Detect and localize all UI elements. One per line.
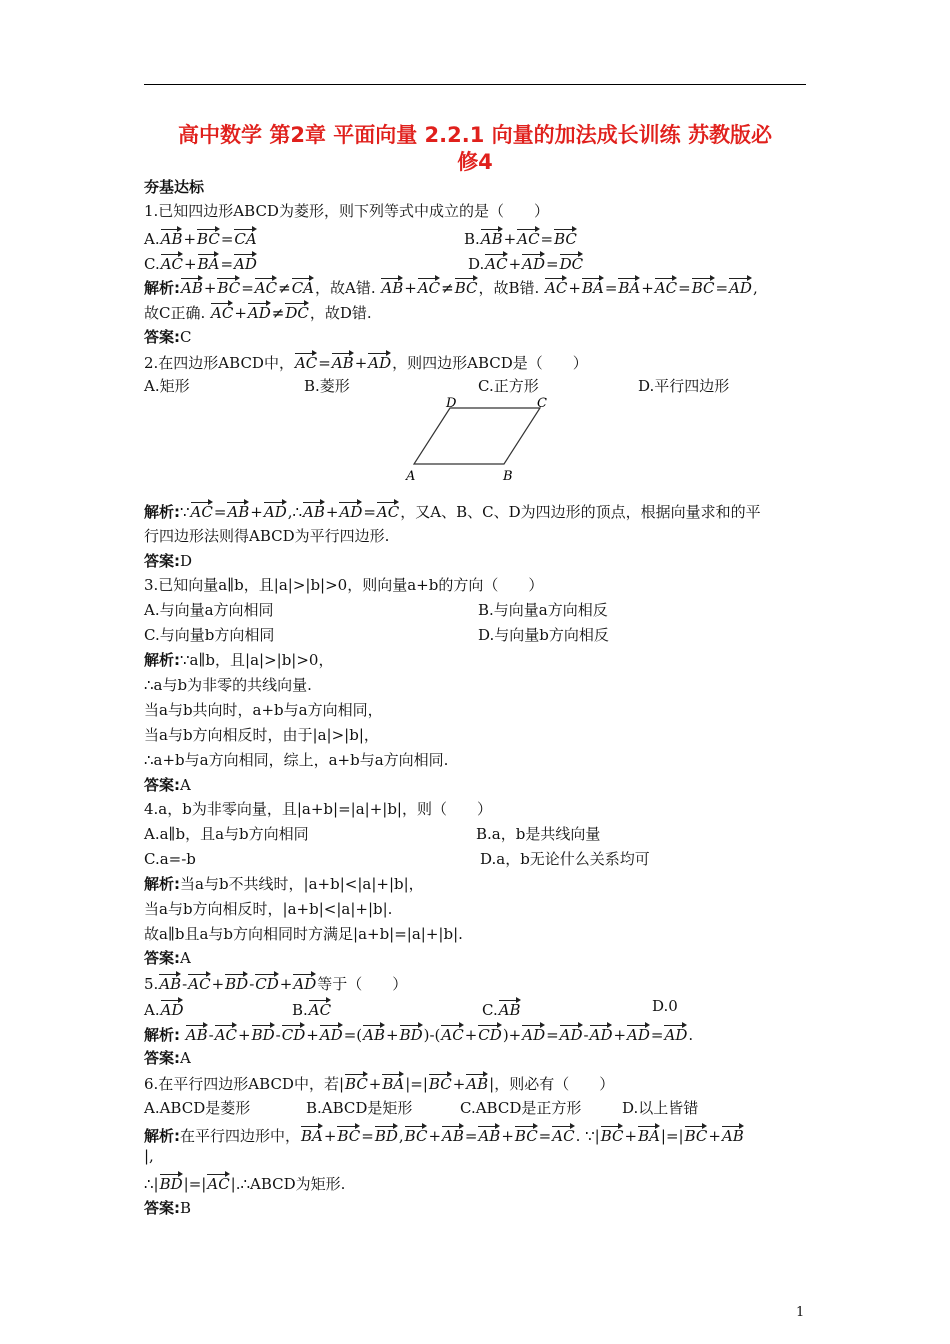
q3-solution-line4: 当a与b方向相反时，由于|a|>|b|， [144,726,379,744]
q1-option-b: B.AB+AC=BC [464,225,578,249]
doc-title-cont: 修4 [457,150,493,174]
q4-solution-line3: 故a∥b且a与b方向相同时方满足|a+b|=|a|+|b|. [144,925,463,943]
q4-solution-line2: 当a与b方向相反时，|a+b|<|a|+|b|. [144,900,393,918]
q3-option-d: D.与向量b方向相反 [478,626,609,644]
q5-answer: 答案:A [144,1049,191,1067]
q3-solution-line5: ∴a+b与a方向相同，综上，a+b与a方向相同. [144,751,449,769]
q2-option-c: C.正方形 [478,377,539,395]
q5-option-a: A.AD [144,996,184,1020]
figure-label-c: C [537,396,547,411]
q2-stem: 2.在四边形ABCD中，AC=AB+AD，则四边形ABCD是（ ） [144,349,588,373]
q3-solution-line2: ∴a与b为非零的共线向量. [144,676,312,694]
figure-label-a: A [406,469,416,484]
q5-stem: 5.AB-AC+BD-CD+AD等于（ ） [144,970,407,994]
q6-solution-line1: 解析:在平行四边形中，BA+BC=BD,BC+AB=AB+BC=AC. ∵|BC+BA|=|BC+AB [144,1122,745,1146]
q4-answer: 答案:A [144,949,191,967]
q1-option-a: A.AB+BC=CA [144,225,258,249]
q6-solution-line2: ∴|BD|=|AC|.∴ABCD为矩形. [144,1170,345,1194]
q6-answer: 答案:B [144,1199,192,1217]
q4-option-c: C.a=-b [144,850,196,868]
q5-solution: 解析: AB-AC+BD-CD+AD=(AB+BD)-(AC+CD)+AD=AD-AD+AD=AD. [144,1021,693,1045]
q2-answer: 答案:D [144,552,193,570]
q4-stem: 4.a，b为非零向量，且|a+b|=|a|+|b|，则（ ） [144,800,492,818]
q3-option-a: A.与向量a方向相同 [144,601,274,619]
q3-solution-line1: 解析:∵a∥b，且|a|>|b|>0， [144,651,334,669]
q1-option-d: D.AC+AD=DC [468,250,584,274]
q4-option-a: A.a∥b，且a与b方向相同 [144,825,309,843]
q1-solution-line2: 故C正确. AC+AD≠DC，故D错. [144,299,372,323]
section-heading: 夯基达标 [144,178,205,196]
q1-option-c: C.AC+BA=AD [144,250,258,274]
doc-title: 高中数学 第2章 平面向量 2.2.1 向量的加法成长训练 苏教版必 [178,123,772,147]
page-number: 1 [796,1305,805,1320]
q3-stem: 3.已知向量a∥b，且|a|>|b|>0，则向量a+b的方向（ ） [144,576,544,594]
q2-option-b: B.菱形 [304,377,350,395]
top-rule [144,84,806,85]
q2-option-d: D.平行四边形 [638,377,730,395]
q3-option-c: C.与向量b方向相同 [144,626,275,644]
q6-solution-line1-cont: |, [144,1147,154,1165]
q5-option-b: B.AC [292,996,332,1020]
figure-label-b: B [503,469,513,484]
q4-option-d: D.a，b无论什么关系均可 [480,850,650,868]
figure-label-d: D [446,396,457,411]
q3-answer: 答案:A [144,776,191,794]
q5-option-d: D.0 [652,997,678,1015]
q2-solution-line1: 解析:∵AC=AB+AD,∴AB+AD=AC，又A、B、C、D为四边形的顶点，根据向量求和的平 [144,498,761,522]
q6-stem: 6.在平行四边形ABCD中，若|BC+BA|=|BC+AB|，则必有（ ） [144,1070,614,1094]
q2-option-a: A.矩形 [144,377,190,395]
parallelogram-figure [400,393,560,485]
q1-stem: 1.已知四边形ABCD为菱形，则下列等式中成立的是（ ） [144,202,549,220]
q2-solution-line2: 行四边形法则得ABCD为平行四边形. [144,527,390,545]
q6-option-b: B.ABCD是矩形 [306,1099,413,1117]
q6-option-a: A.ABCD是菱形 [144,1099,251,1117]
q6-option-c: C.ABCD是正方形 [460,1099,582,1117]
q3-solution-line3: 当a与b共向时，a+b与a方向相同， [144,701,383,719]
q5-option-c: C.AB [482,996,522,1020]
q1-solution-line1: 解析:AB+BC=AC≠CA，故A错. AB+AC≠BC，故B错. AC+BA=BA+AC=BC=AD, [144,274,758,298]
q4-solution-line1: 解析:当a与b不共线时，|a+b|<|a|+|b|， [144,875,424,893]
q3-option-b: B.与向量a方向相反 [478,601,608,619]
q4-option-b: B.a，b是共线向量 [476,825,601,843]
q1-answer: 答案:C [144,328,192,346]
q6-option-d: D.以上皆错 [622,1099,699,1117]
